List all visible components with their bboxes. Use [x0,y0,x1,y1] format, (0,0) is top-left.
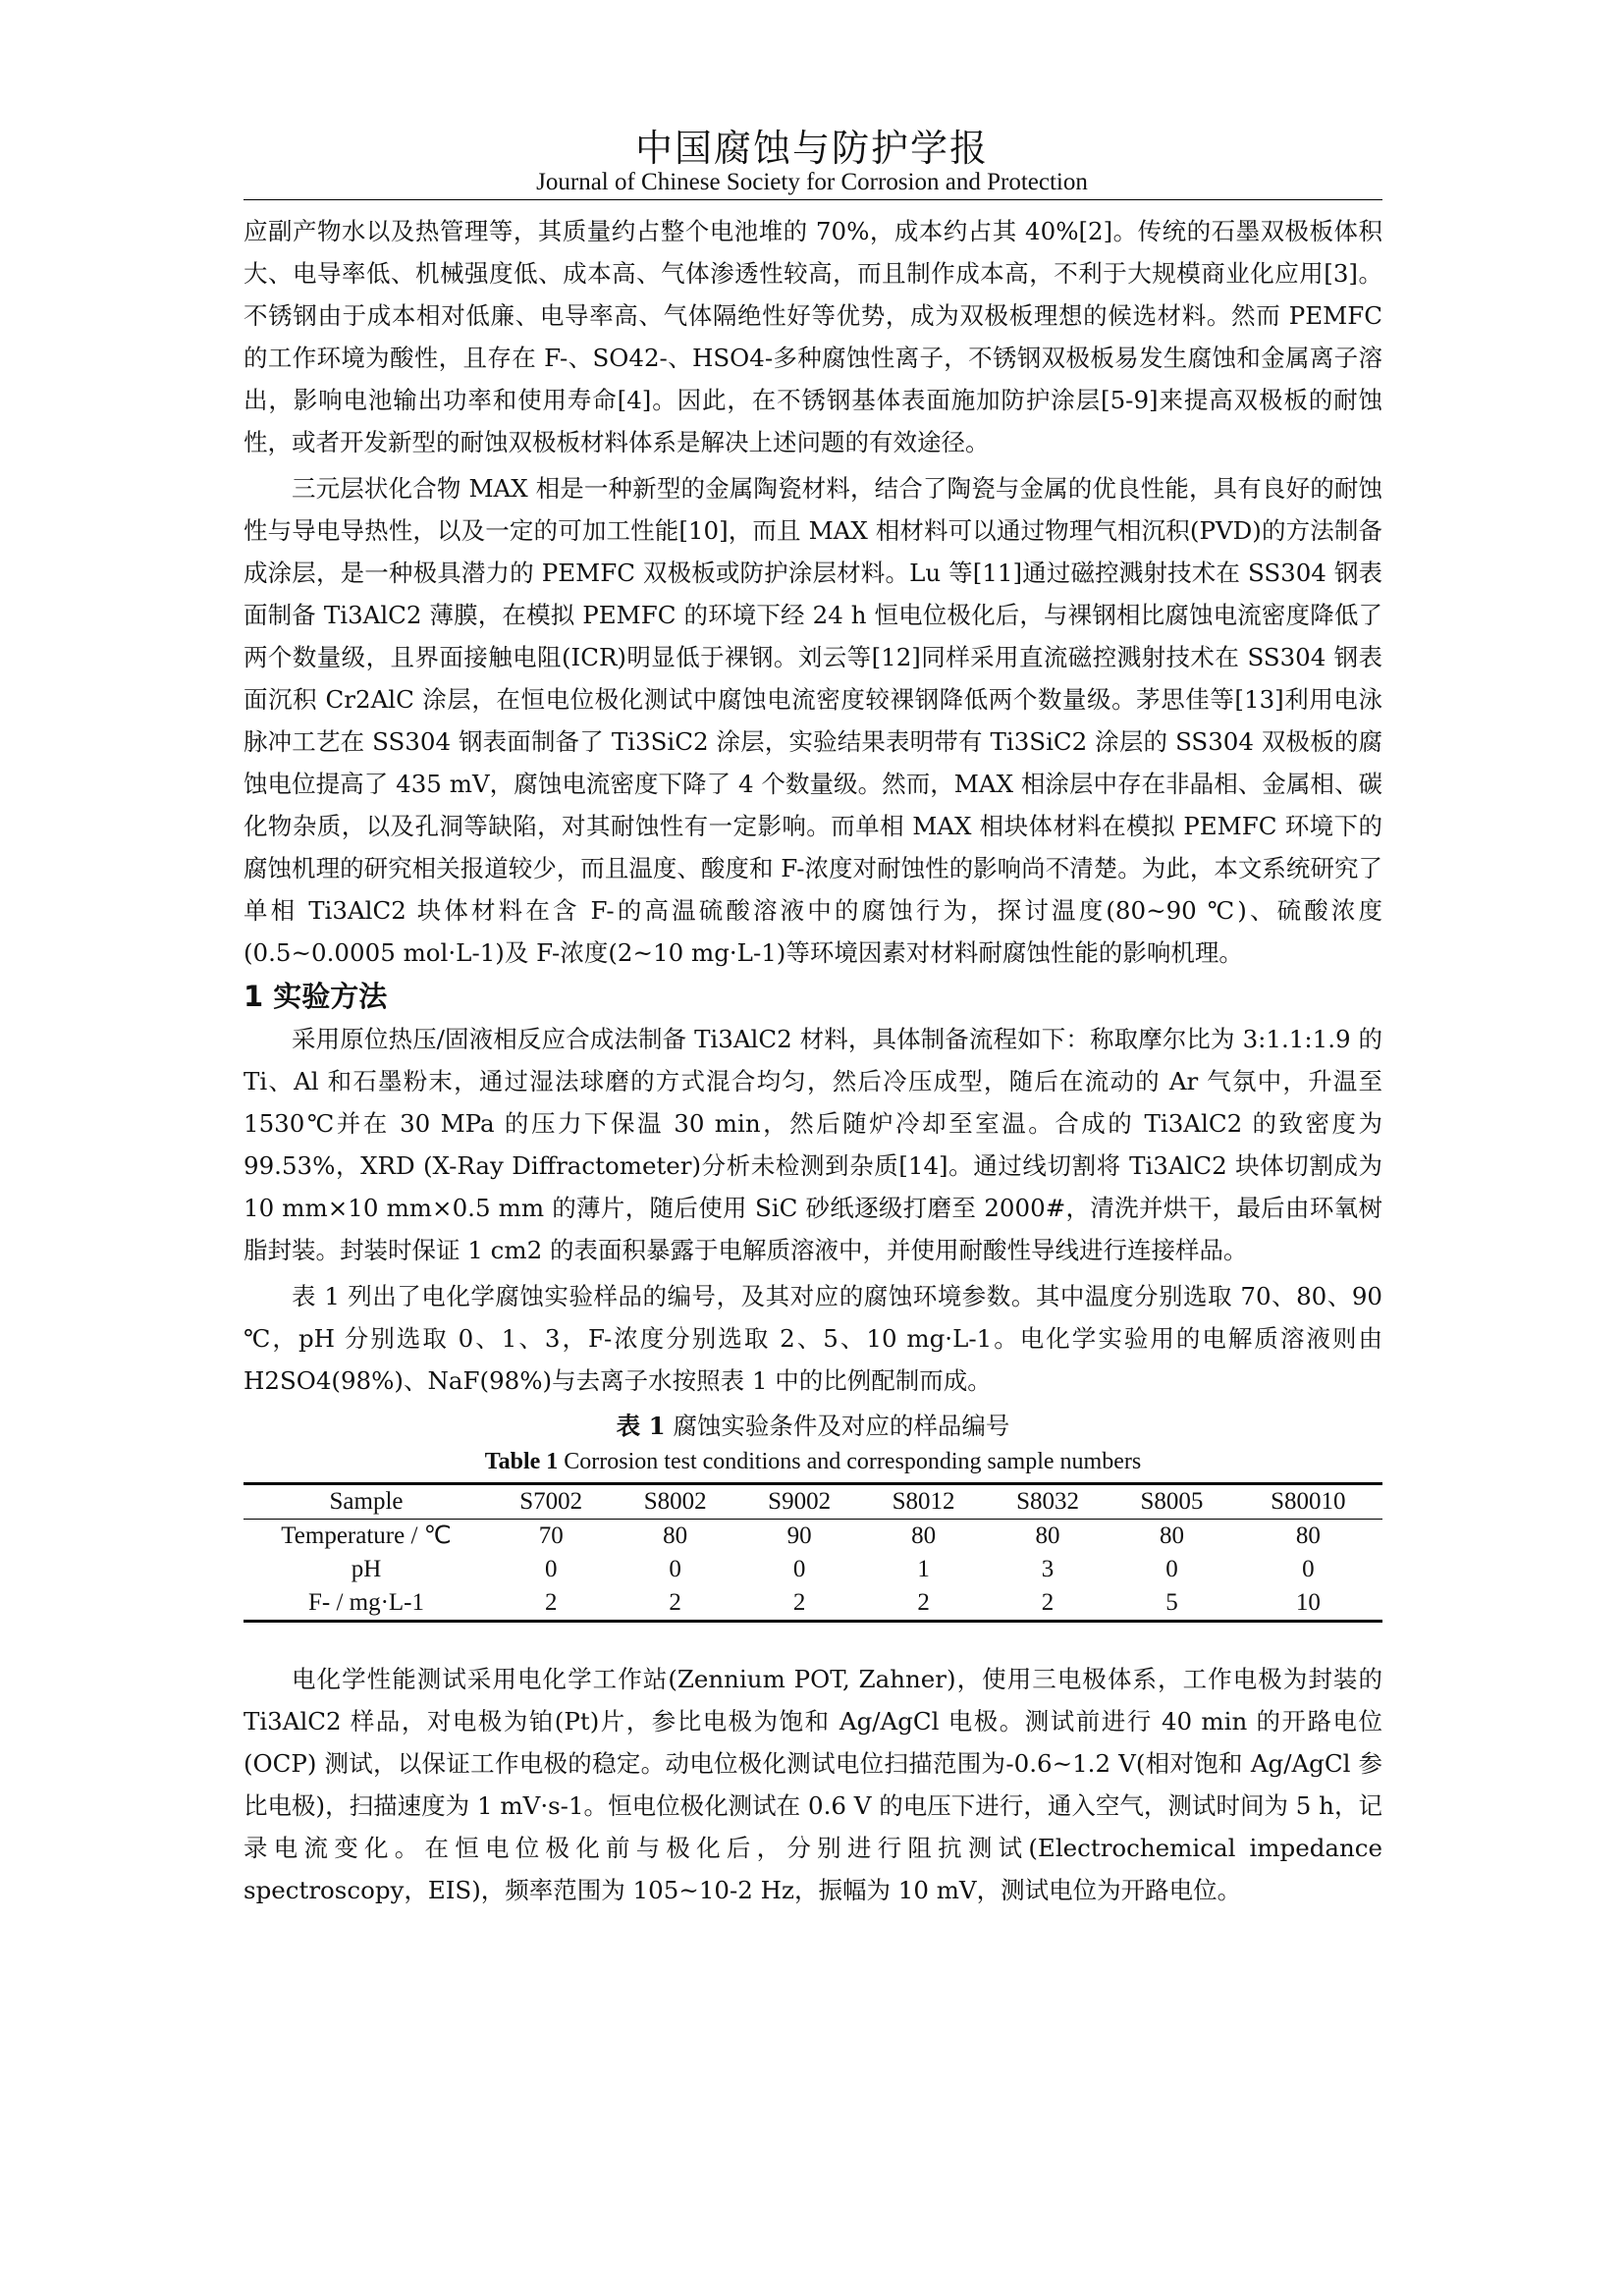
table-caption-en-label: Table 1 [484,1449,559,1474]
table-header-cell: S8032 [986,1484,1110,1520]
header-rule [244,199,1382,200]
table-cell: 0 [1165,1556,1178,1582]
table-header-cell: S8002 [613,1484,736,1520]
table-cell: 70 [538,1522,564,1549]
table-cell: 2 [986,1586,1110,1622]
table-caption-cn [244,1408,1382,1445]
table-cell: 2 [737,1586,861,1622]
table-cell: 80 [1035,1522,1060,1549]
conditions-table [244,1482,1382,1623]
table-cell: 0 [792,1556,806,1582]
article-body [244,210,1382,1911]
table-cell: 0 [544,1556,558,1582]
table-header-row [244,1484,1382,1520]
paragraph-3: 采用原位热压/固液相反应合成法制备 Ti3AlC2 材料，具体制备流程如下：称取摩尔比为 3:1.1:1.9 的 Ti、Al 和石墨粉末，通过湿法球磨的方式混合均匀，然后冷压成型，随后在流动的 Ar 气氛中，升温至 1530℃并在 30 MPa 的压力下保温 30 min，然后随炉冷却至室温。合成的 Ti3AlC2 的致密度为 99.53%，XRD (X-Ray Diffractometer)分析未检测到杂质[14]。通过线切割将 Ti3AlC2 块体切割成为 10 mm×10 mm×0.5 mm 的薄片，随后使用 SiC 砂纸逐级打磨至 2000#，清洗并烘干，最后由环氧树脂封装。封装时保证 1 cm2 的表面积暴露于电解质溶液中，并使用耐酸性导线进行连接样品。 [244,1025,1382,1264]
table-cell: 80 [663,1522,688,1549]
journal-title-cn: 中国腐蚀与防护学报 [634,127,989,170]
table-header-cell: S80010 [1234,1484,1382,1520]
table-cell: 1 [917,1556,930,1582]
table-cell: pH [351,1556,382,1582]
table-cell: Temperature / ℃ [281,1522,452,1549]
paragraph-2: 三元层状化合物 MAX 相是一种新型的金属陶瓷材料，结合了陶瓷与金属的优良性能，具有良好的耐蚀性与导电导热性，以及一定的可加工性能[10]，而且 MAX 相材料可以通过物理气相沉积(PVD)的方法制备成涂层，是一种极具潜力的 PEMFC 双极板或防护涂层材料。Lu 等[11]通过磁控溅射技术在 SS304 钢表面制备 Ti3AlC2 薄膜，在模拟 PEMFC 的环境下经 24 h 恒电位极化后，与裸钢相比腐蚀电流密度降低了两个数量级，且界面接触电阻(ICR)明显低于裸钢。刘云等[12]同样采用直流磁控溅射技术在 SS304 钢表面沉积 Cr2AlC 涂层，在恒电位极化测试中腐蚀电流密度较裸钢降低两个数量级。茅思佳等[13]利用电泳脉冲工艺在 SS304 钢表面制备了 Ti3SiC2 涂层，实验结果表明带有 Ti3SiC2 涂层的 SS304 双极板的腐蚀电位提高了 435 mV，腐蚀电流密度下降了 4 个数量级。然而，MAX 相涂层中存在非晶相、金属相、碳化物杂质，以及孔洞等缺陷，对其耐蚀性有一定影响。而单相 MAX 相块体材料在模拟 PEMFC 环境下的腐蚀机理的研究相关报道较少，而且温度、酸度和 F-浓度对耐蚀性的影响尚不清楚。为此，本文系统研究了单相 Ti3AlC2 块体材料在含 F-的高温硫酸溶液中的腐蚀行为，探讨温度(80~90 ℃)、硫酸浓度(0.5~0.0005 mol·L-1)及 F-浓度(2~10 mg·L-1)等环境因素对材料耐腐蚀性能的影响机理。 [244,474,1382,967]
table-header-cell: S9002 [737,1484,861,1520]
table-cell: 80 [1159,1522,1184,1549]
table-header-cell: Sample [244,1484,489,1520]
table-caption-cn-text: 腐蚀实验条件及对应的样品编号 [673,1412,1010,1440]
table-cell: 10 [1234,1586,1382,1622]
table-header-cell: S7002 [489,1484,613,1520]
table-row [244,1586,1382,1622]
table-cell: 0 [669,1556,681,1582]
paragraph-5: 电化学性能测试采用电化学工作站(Zennium POT, Zahner)，使用三电极体系，工作电极为封装的 Ti3AlC2 样品，对电极为铂(Pt)片，参比电极为饱和 Ag/AgCl 电极。测试前进行 40 min 的开路电位 (OCP) 测试，以保证工作电极的稳定。动电位极化测试电位扫描范围为-0.6~1.2 V(相对饱和 Ag/AgCl 参比电极)，扫描速度为 1 mV·s-1。恒电位极化测试在 0.6 V 的电压下进行，通入空气，测试时间为 5 h，记录电流变化。在恒电位极化前与极化后，分别进行阻抗测试(Electrochemical impedance spectroscopy，EIS)，频率范围为 105~10-2 Hz，振幅为 10 mV，测试电位为开路电位。 [244,1665,1382,1904]
table-row [244,1553,1382,1586]
section-heading: 1 实验方法 [244,980,388,1013]
table-cell: 2 [613,1586,736,1622]
table-cell: F- / mg·L-1 [244,1586,489,1622]
paragraph-4: 表 1 列出了电化学腐蚀实验样品的编号，及其对应的腐蚀环境参数。其中温度分别选取 70、80、90 ℃，pH 分别选取 0、1、3，F-浓度分别选取 2、5、10 mg·L-1。电化学实验用的电解质溶液则由 H2SO4(98%)、NaF(98%)与去离子水按照表 1 中的比例配制而成。 [244,1282,1382,1395]
table-cell: 2 [489,1586,613,1622]
table-header-cell: S8012 [861,1484,985,1520]
table-row [244,1520,1382,1554]
table-cell: 80 [1295,1522,1321,1549]
paragraph-1: 应副产物水以及热管理等，其质量约占整个电池堆的 70%，成本约占其 40%[2]。传统的石墨双极板体积大、电导率低、机械强度低、成本高、气体渗透性较高，而且制作成本高，不利于大规模商业化应用[3]。不锈钢由于成本相对低廉、电导率高、气体隔绝性好等优势，成为双极板理想的候选材料。然而 PEMFC 的工作环境为酸性，且存在 F-、SO42-、HSO4-多种腐蚀性离子，不锈钢双极板易发生腐蚀和金属离子溶出，影响电池输出功率和使用寿命[4]。因此，在不锈钢基体表面施加防护涂层[5-9]来提高双极板的耐蚀性，或者开发新型的耐蚀双极板材料体系是解决上述问题的有效途径。 [244,217,1382,456]
table-header-cell: S8005 [1110,1484,1233,1520]
journal-title-en: Journal of Chinese Society for Corrosion and Protection [536,169,1088,195]
table-cell: 5 [1110,1586,1233,1622]
table-cell: 80 [911,1522,937,1549]
table-caption-en-text: Corrosion test conditions and corresponding sample numbers [564,1449,1142,1474]
table-cell: 3 [1041,1556,1055,1582]
table-cell: 0 [1302,1556,1315,1582]
table-cell: 90 [786,1522,812,1549]
table-caption-cn-label: 表 1 [616,1412,666,1440]
table-caption-en [244,1445,1382,1478]
table-cell: 2 [861,1586,985,1622]
